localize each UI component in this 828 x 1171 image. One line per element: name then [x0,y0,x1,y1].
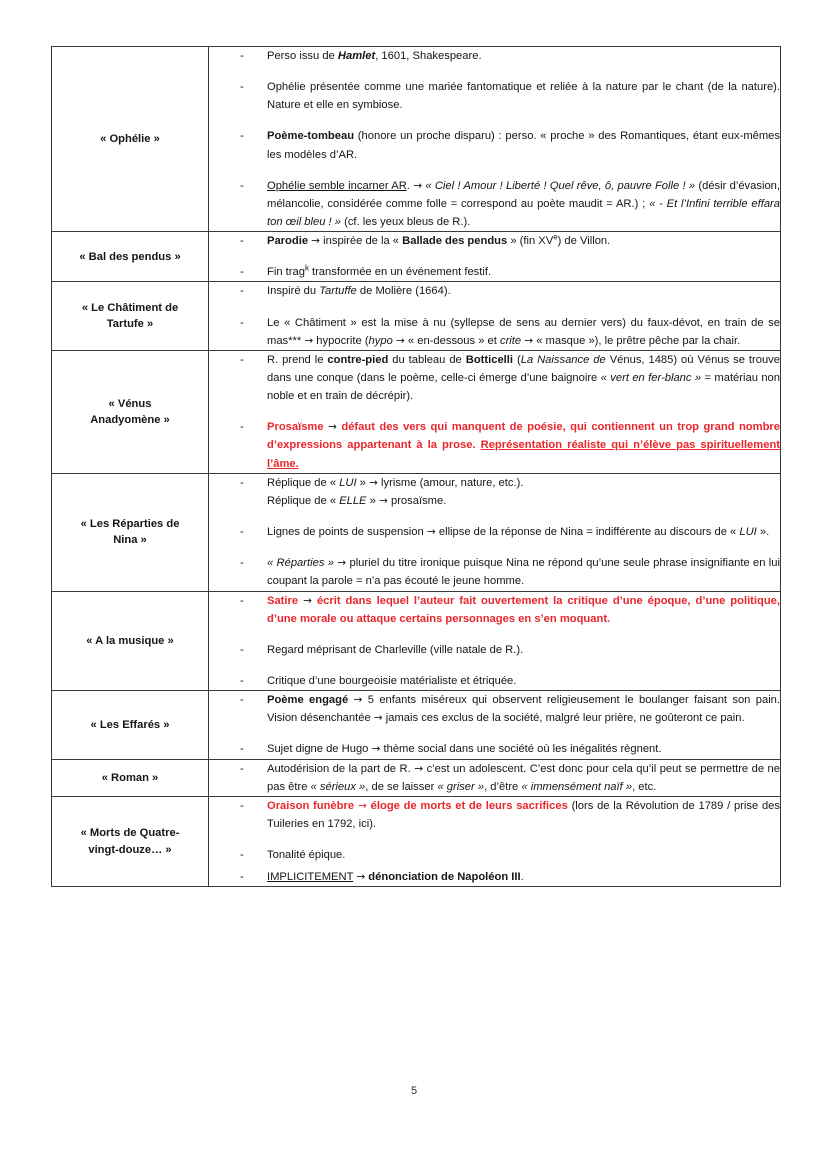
note-text: . [520,871,524,884]
note-text: ) de Villon. [557,235,611,248]
note-text: Sujet digne de Hugo [267,743,372,756]
arrow-icon: → [356,871,366,884]
list-item [209,868,780,886]
note-text: . [406,179,414,192]
note-text: éloge de morts et de leurs sacrifices [366,799,568,812]
note-underlined: Ophélie semble incarner AR [267,179,407,192]
table-row [52,591,781,691]
table-row [52,759,781,796]
list-item [209,177,780,231]
arrow-icon: → [353,694,363,707]
list-item [209,554,780,590]
list-item [209,760,780,796]
note-text: (cf. les yeux bleus de R.). [341,216,471,228]
note-keyword: Satire [267,594,299,607]
note-text: ellipse de la réponse de Nina = indifférente au discours de « [435,526,740,539]
poem-title-line2: Nina » [113,534,147,547]
note-text: , de se laisser [365,780,438,793]
arrow-icon: → [328,421,337,434]
arrow-icon: → [414,762,424,775]
arrow-icon: → [426,526,436,539]
page-number: 5 [410,1085,418,1097]
poem-title-cell: « Ophélie » [52,47,209,232]
note-text: Vénus, 1485) où Vénus se trouve dans une conque (dans le poème, celle-ci émerge d’une baignoire [267,353,780,385]
note-list [209,351,780,473]
note-list [209,760,780,796]
note-text: thème social dans une société où les inégalités règnent. [380,743,662,756]
poem-notes-cell [209,232,781,282]
note-keyword: Poème engagé [267,694,349,707]
arrow-icon: → [311,235,321,248]
superscript: k [304,263,309,273]
poem-title-cell: « A la musique » [52,591,209,691]
note-text: pluriel du titre ironique puisque Nina ne répond qu’une seule phrase insignifiante en lui coupant la parole = n’a pas écouté le jeune homme. [267,557,780,588]
poem-title-cell [52,350,209,473]
note-text: , 1601, Shakespeare. [375,50,482,62]
table-row [52,282,781,350]
list-item [209,127,780,163]
list-item [209,282,780,300]
poem-title-line1: « Vénus [108,397,152,410]
note-text: jamais ces exclus de la société, malgré leur prière, ne goûteront ce pain. [382,712,745,725]
work-title: Ballade des pendus [402,235,508,248]
note-text: R. prend le [267,353,328,366]
poem-title-cell: « Bal des pendus » [52,232,209,282]
poem-notes-cell [209,282,781,350]
note-text: 5 enfants miséreux qui observent religieusement le boulanger faisant son pain. Vision désenchantée [267,694,781,725]
quote-text: « - Et l’Infini terrible effara ton œil bleu ! » [267,197,780,228]
note-underlined: IMPLICITEMENT [267,871,354,884]
note-italic: hypo [368,334,393,347]
list-item [209,474,780,510]
note-text: = matériau non noble et en train de décrépir). [267,372,780,403]
note-text: c’est un adolescent. C’est donc pour cela qu’il peut se permettre de ne pas être [267,762,780,793]
note-text: Fin trag [267,266,305,279]
note-keyword: Parodie [267,235,309,248]
note-text: écrit dans lequel l’auteur fait ouvertement la critique d’une époque, d’une politique, d’une morale ou attaque certains personnages en s’en moquant. [267,594,781,625]
note-keyword: contre-pied [327,353,389,366]
table-row [52,47,781,232]
poem-title-line1: « Morts de Quatre- [80,827,180,840]
note-list [209,232,780,281]
note-text: Le « Châtiment » est la mise à nu (syllepse de sens au dernier vers) du faux-dévot, en train de se mas*** [267,316,780,347]
list-item [209,592,780,628]
poem-title-cell: « Les Effarés » [52,691,209,759]
quote-text: « Ciel ! Amour ! Liberté ! Quel rêve, ô, pauvre Folle ! » [425,179,696,192]
list-item [209,351,780,405]
poem-notes-cell [209,759,781,796]
note-keyword: Poème-tombeau [267,130,355,143]
note-text: (désir d’évasion, mélancolie, considérée comme folle = correspond au poète maudit = AR.) ; [267,179,781,210]
poem-title-line2: Tartufe » [106,318,154,331]
note-list [209,797,780,887]
arrow-icon: → [303,594,312,607]
quote-text: « Réparties » [267,557,334,570]
table-row [52,691,781,759]
note-keyword: dénonciation de Napoléon III [365,871,521,884]
note-text: hypocrite ( [313,334,369,347]
work-title: La Naissance de [520,353,606,366]
poem-notes-cell [209,350,781,473]
arrow-icon: → [373,712,383,725]
poem-title-line2: Anadyomène » [90,413,170,426]
poem-title-cell: « Roman » [52,759,209,796]
work-title: Tartuffe [319,285,357,298]
note-text: inspirée de la « [320,235,403,248]
list-item [209,797,780,833]
note-text: ». [756,526,770,539]
poem-summary-table [51,46,781,887]
note-italic: ELLE [339,494,367,507]
list-item [209,641,780,659]
note-text: lyrisme (amour, nature, etc.). [377,476,524,489]
note-text: de Molière (1664). [356,285,451,298]
note-text: Inspiré du [267,285,320,298]
note-text: prosaïsme. [387,494,447,507]
note-text: » [366,494,379,507]
note-keyword: Botticelli [465,353,513,366]
note-text: , etc. [632,780,657,793]
poem-title-line1: « Les Réparties de [80,517,180,530]
quote-text: « vert en fer-blanc » [600,372,702,385]
note-text: « en-dessous » et [404,334,500,347]
quote-text: « sérieux » [310,780,366,793]
note-text: défaut des vers qui manquent de poésie, qui contiennent un trop grand nombre d’expressions appartenant à la prose. [267,421,780,452]
poem-notes-cell [209,691,781,759]
note-italic: LUI [739,526,757,539]
note-list [209,47,780,231]
note-text: « masque »), le prêtre pêche par la chair. [533,334,741,347]
note-underlined: Représentation réaliste qui n’élève pas spirituellement l’âme. [267,439,781,470]
arrow-icon: → [358,799,367,812]
table-row [52,350,781,473]
list-item [209,691,780,727]
note-text: Autodérision de la part de R. [267,762,415,775]
poem-notes-cell [209,473,781,591]
arrow-icon: → [371,743,381,756]
list-item [209,314,780,350]
note-text: du tableau de [388,353,466,366]
table-row [52,473,781,591]
note-text: ( [513,353,521,366]
note-text: Perso issu de [267,50,338,62]
work-title: Hamlet [337,50,376,62]
table-row [52,796,781,887]
note-text: » [356,476,370,489]
list-item [209,740,780,758]
list-item [209,263,780,281]
note-keyword: Oraison funèbre [267,799,355,812]
note-text: Critique d’une bourgeoisie matérialiste et étriquée. [267,674,517,687]
note-text: (honore un proche disparu) : perso. « proche » des Romantiques, étant eux-mêmes les modèles d’AR. [267,130,780,161]
note-text: Réplique de « [267,494,340,507]
quote-text: « griser » [437,780,485,793]
list-item [209,418,780,472]
arrow-icon: → [369,476,378,489]
table-row [52,232,781,282]
note-text: » (fin XV [507,235,554,248]
arrow-icon: → [524,334,534,347]
list-item [209,523,780,541]
poem-title-cell [52,473,209,591]
list-item [209,232,780,250]
poem-notes-cell [209,796,781,887]
arrow-icon: → [395,334,405,347]
note-list [209,592,780,691]
note-text: transformée en un événement festif. [308,266,492,279]
note-text: Ophélie présentée comme une mariée fantomatique et reliée à la nature par le chant (de la nature). Nature et elle en symbiose. [267,81,780,112]
list-item [209,672,780,690]
note-text: Réplique de « [267,476,340,489]
note-text: Tonalité épique. [267,849,346,862]
list-item [209,846,780,864]
note-text: Lignes de points de suspension [267,526,427,539]
arrow-icon: → [413,179,423,192]
note-list [209,282,780,349]
poem-title-line2: vingt-douze… » [88,843,172,856]
list-item [209,78,780,114]
note-italic: crite [499,334,522,347]
note-text: , d’être [484,780,522,793]
poem-title-cell [52,796,209,887]
arrow-icon: → [378,494,388,507]
poem-notes-cell [209,47,781,232]
arrow-icon: → [304,334,314,347]
note-keyword: Prosaïsme [267,421,324,434]
poem-notes-cell [209,591,781,691]
note-text: Regard méprisant de Charleville (ville natale de R.). [267,643,524,656]
poem-title-cell [52,282,209,350]
arrow-icon: → [337,557,347,570]
quote-text: « immensément naïf » [521,780,633,793]
superscript: e [553,232,558,242]
note-list [209,474,780,591]
note-italic: LUI [339,476,357,489]
note-text: (lors de la Révolution de 1789 / prise des Tuileries en 1792, ici). [267,799,780,830]
poem-title-line1: « Le Châtiment de [81,301,179,314]
note-list [209,691,780,758]
list-item [209,47,780,65]
